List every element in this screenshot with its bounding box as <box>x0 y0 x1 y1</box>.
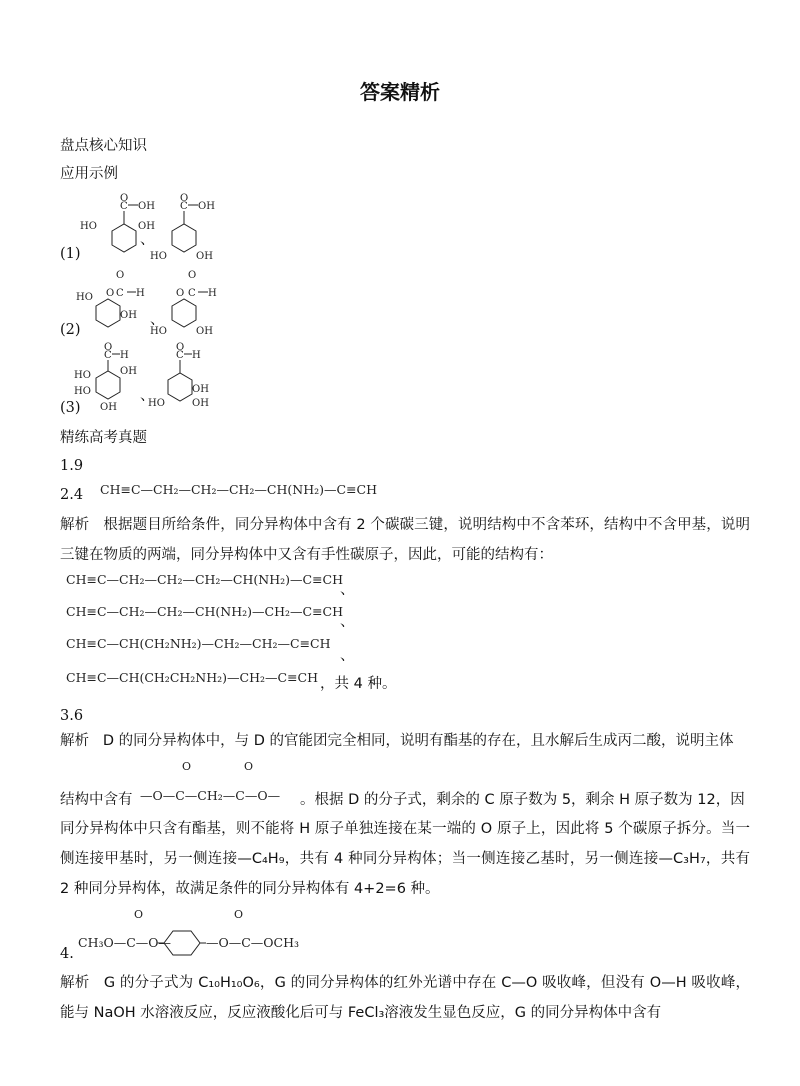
example-1-structures <box>72 193 272 263</box>
page-title: 答案精析 <box>360 80 440 104</box>
separator: 、 <box>150 312 165 328</box>
example-3-label: (3) <box>60 400 81 416</box>
separator: 、 <box>140 388 155 404</box>
analysis-label: 解析 <box>60 975 90 991</box>
oxygen-label: O <box>120 193 129 204</box>
svg-text:OH: OH <box>192 398 209 409</box>
separator: 、 <box>340 648 355 664</box>
analysis-text: D 的同分异构体中，与 D 的官能团完全相同，说明有酯基的存在，且水解后生成丙二酸，说明主体 <box>102 733 734 749</box>
section-exam: 精练高考真题 <box>60 430 147 446</box>
svg-text:C: C <box>188 288 196 299</box>
q2-tail: ，共 4 种。 <box>320 676 397 692</box>
carbonyl-o-1: O <box>182 760 192 773</box>
svg-text:O: O <box>116 270 125 281</box>
benzene-ring <box>158 926 206 960</box>
q4-label: 4. <box>60 946 74 962</box>
example-2-label: (2) <box>60 322 81 338</box>
q3-analysis-2: 同分异构体中只含有酯基，则不能将 H 原子单独连接在某一端的 O 原子上，因此将 5 个碳原子拆分。当一侧连接甲基时，另一侧连接—C₄H₉，共有 4 种同分异构体；当一侧连接乙基时，另一侧连接—C₃H₇，共有 2 种同分异构体，故满足条件的同分异构体有 4+2=6 种。 <box>60 821 750 897</box>
separator: 、 <box>340 614 355 630</box>
q2-structure-2: CH≡C—CH₂—CH₂—CH(NH₂)—CH₂—C≡CH <box>66 604 344 619</box>
hydroxyl-label: OH <box>138 201 155 212</box>
q2-formula: CH≡C—CH₂—CH₂—CH₂—CH(NH₂)—C≡CH <box>100 482 378 497</box>
carbonyl-o-2: O <box>244 760 254 773</box>
svg-text:C: C <box>176 350 184 361</box>
analysis-text: 根据题目所给条件，同分异构体中含有 2 个碳碳三键，说明结构中不含苯环，结构中不含甲基，说明三键在物质的两端，同分异构体中又含有手性碳原子，因此，可能的结构有： <box>60 517 751 563</box>
analysis-label: 解析 <box>60 733 89 749</box>
carbon-label: C <box>180 201 188 212</box>
q4-analysis <box>60 968 750 1028</box>
benzene-ring <box>172 224 196 252</box>
q2-structure-3: CH≡C—CH(CH₂NH₂)—CH₂—CH₂—C≡CH <box>66 636 331 651</box>
q2-structure-1: CH≡C—CH₂—CH₂—CH₂—CH(NH₂)—C≡CH <box>66 572 344 587</box>
svg-text:H: H <box>192 350 201 361</box>
svg-text:OH: OH <box>120 366 137 377</box>
example-1-label: (1) <box>60 246 81 262</box>
svg-text:HO: HO <box>148 398 165 409</box>
svg-text:O: O <box>106 288 115 299</box>
q3-label: 3.6 <box>60 708 84 724</box>
ester-group-formula: —O—C—CH₂—C—O— <box>140 788 281 803</box>
q2-structure-4: CH≡C—CH(CH₂CH₂NH₂)—CH₂—C≡CH <box>66 670 319 685</box>
hydroxyl-label: HO <box>150 251 167 262</box>
section-examples: 应用示例 <box>60 166 118 182</box>
hydroxyl-label: OH <box>198 201 215 212</box>
svg-text:O: O <box>176 288 185 299</box>
svg-text:H: H <box>208 288 217 299</box>
q4-right-group: —O—C—OCH₃ <box>206 935 300 950</box>
q3-prefix: 结构中含有 <box>60 792 133 808</box>
svg-text:C: C <box>104 350 112 361</box>
carbon-label: C <box>120 201 128 212</box>
hydroxyl-label: OH <box>196 251 213 262</box>
svg-text:HO: HO <box>150 326 167 337</box>
svg-text:OH: OH <box>100 402 117 413</box>
svg-text:OH: OH <box>120 310 137 321</box>
q3-analysis <box>60 726 750 756</box>
q3-after-group: 。根据 D 的分子式，剩余的 C 原子数为 5，剩余 H 原子数为 12，因 <box>300 792 745 808</box>
example-3-structures <box>72 342 272 414</box>
svg-text:H: H <box>120 350 129 361</box>
svg-text:HO: HO <box>74 386 91 397</box>
svg-text:HO: HO <box>76 292 93 303</box>
svg-text:H: H <box>136 288 145 299</box>
q1-answer: 1.9 <box>60 458 84 474</box>
q2-analysis <box>60 510 750 570</box>
svg-text:C: C <box>116 288 124 299</box>
svg-text:O: O <box>176 342 185 353</box>
carbonyl-o-right: O <box>234 908 244 921</box>
q4-left-group: CH₃O—C—O— <box>78 935 172 950</box>
svg-text:O: O <box>104 342 113 353</box>
carbonyl-o-left: O <box>134 908 144 921</box>
svg-text:O: O <box>188 270 197 281</box>
svg-text:HO: HO <box>74 370 91 381</box>
oxygen-label: O <box>180 193 189 204</box>
separator: 、 <box>340 582 355 598</box>
example-2-structures <box>72 268 272 338</box>
hydroxyl-label: OH <box>138 221 155 232</box>
analysis-text: G 的分子式为 C₁₀H₁₀O₆，G 的同分异构体的红外光谱中存在 C—O 吸收峰，但没有 O—H 吸收峰，能与 NaOH 水溶液反应，反应液酸化后可与 FeCl₃溶液发生显色反应，G 的同分异构体中含有 <box>60 975 751 1021</box>
analysis-label: 解析 <box>60 517 90 533</box>
svg-text:OH: OH <box>196 326 213 337</box>
section-core-knowledge: 盘点核心知识 <box>60 138 147 154</box>
hydroxyl-label: HO <box>80 221 97 232</box>
separator: 、 <box>140 232 155 248</box>
svg-text:OH: OH <box>192 384 209 395</box>
q2-label: 2.4 <box>60 487 84 503</box>
benzene-ring <box>112 224 136 252</box>
